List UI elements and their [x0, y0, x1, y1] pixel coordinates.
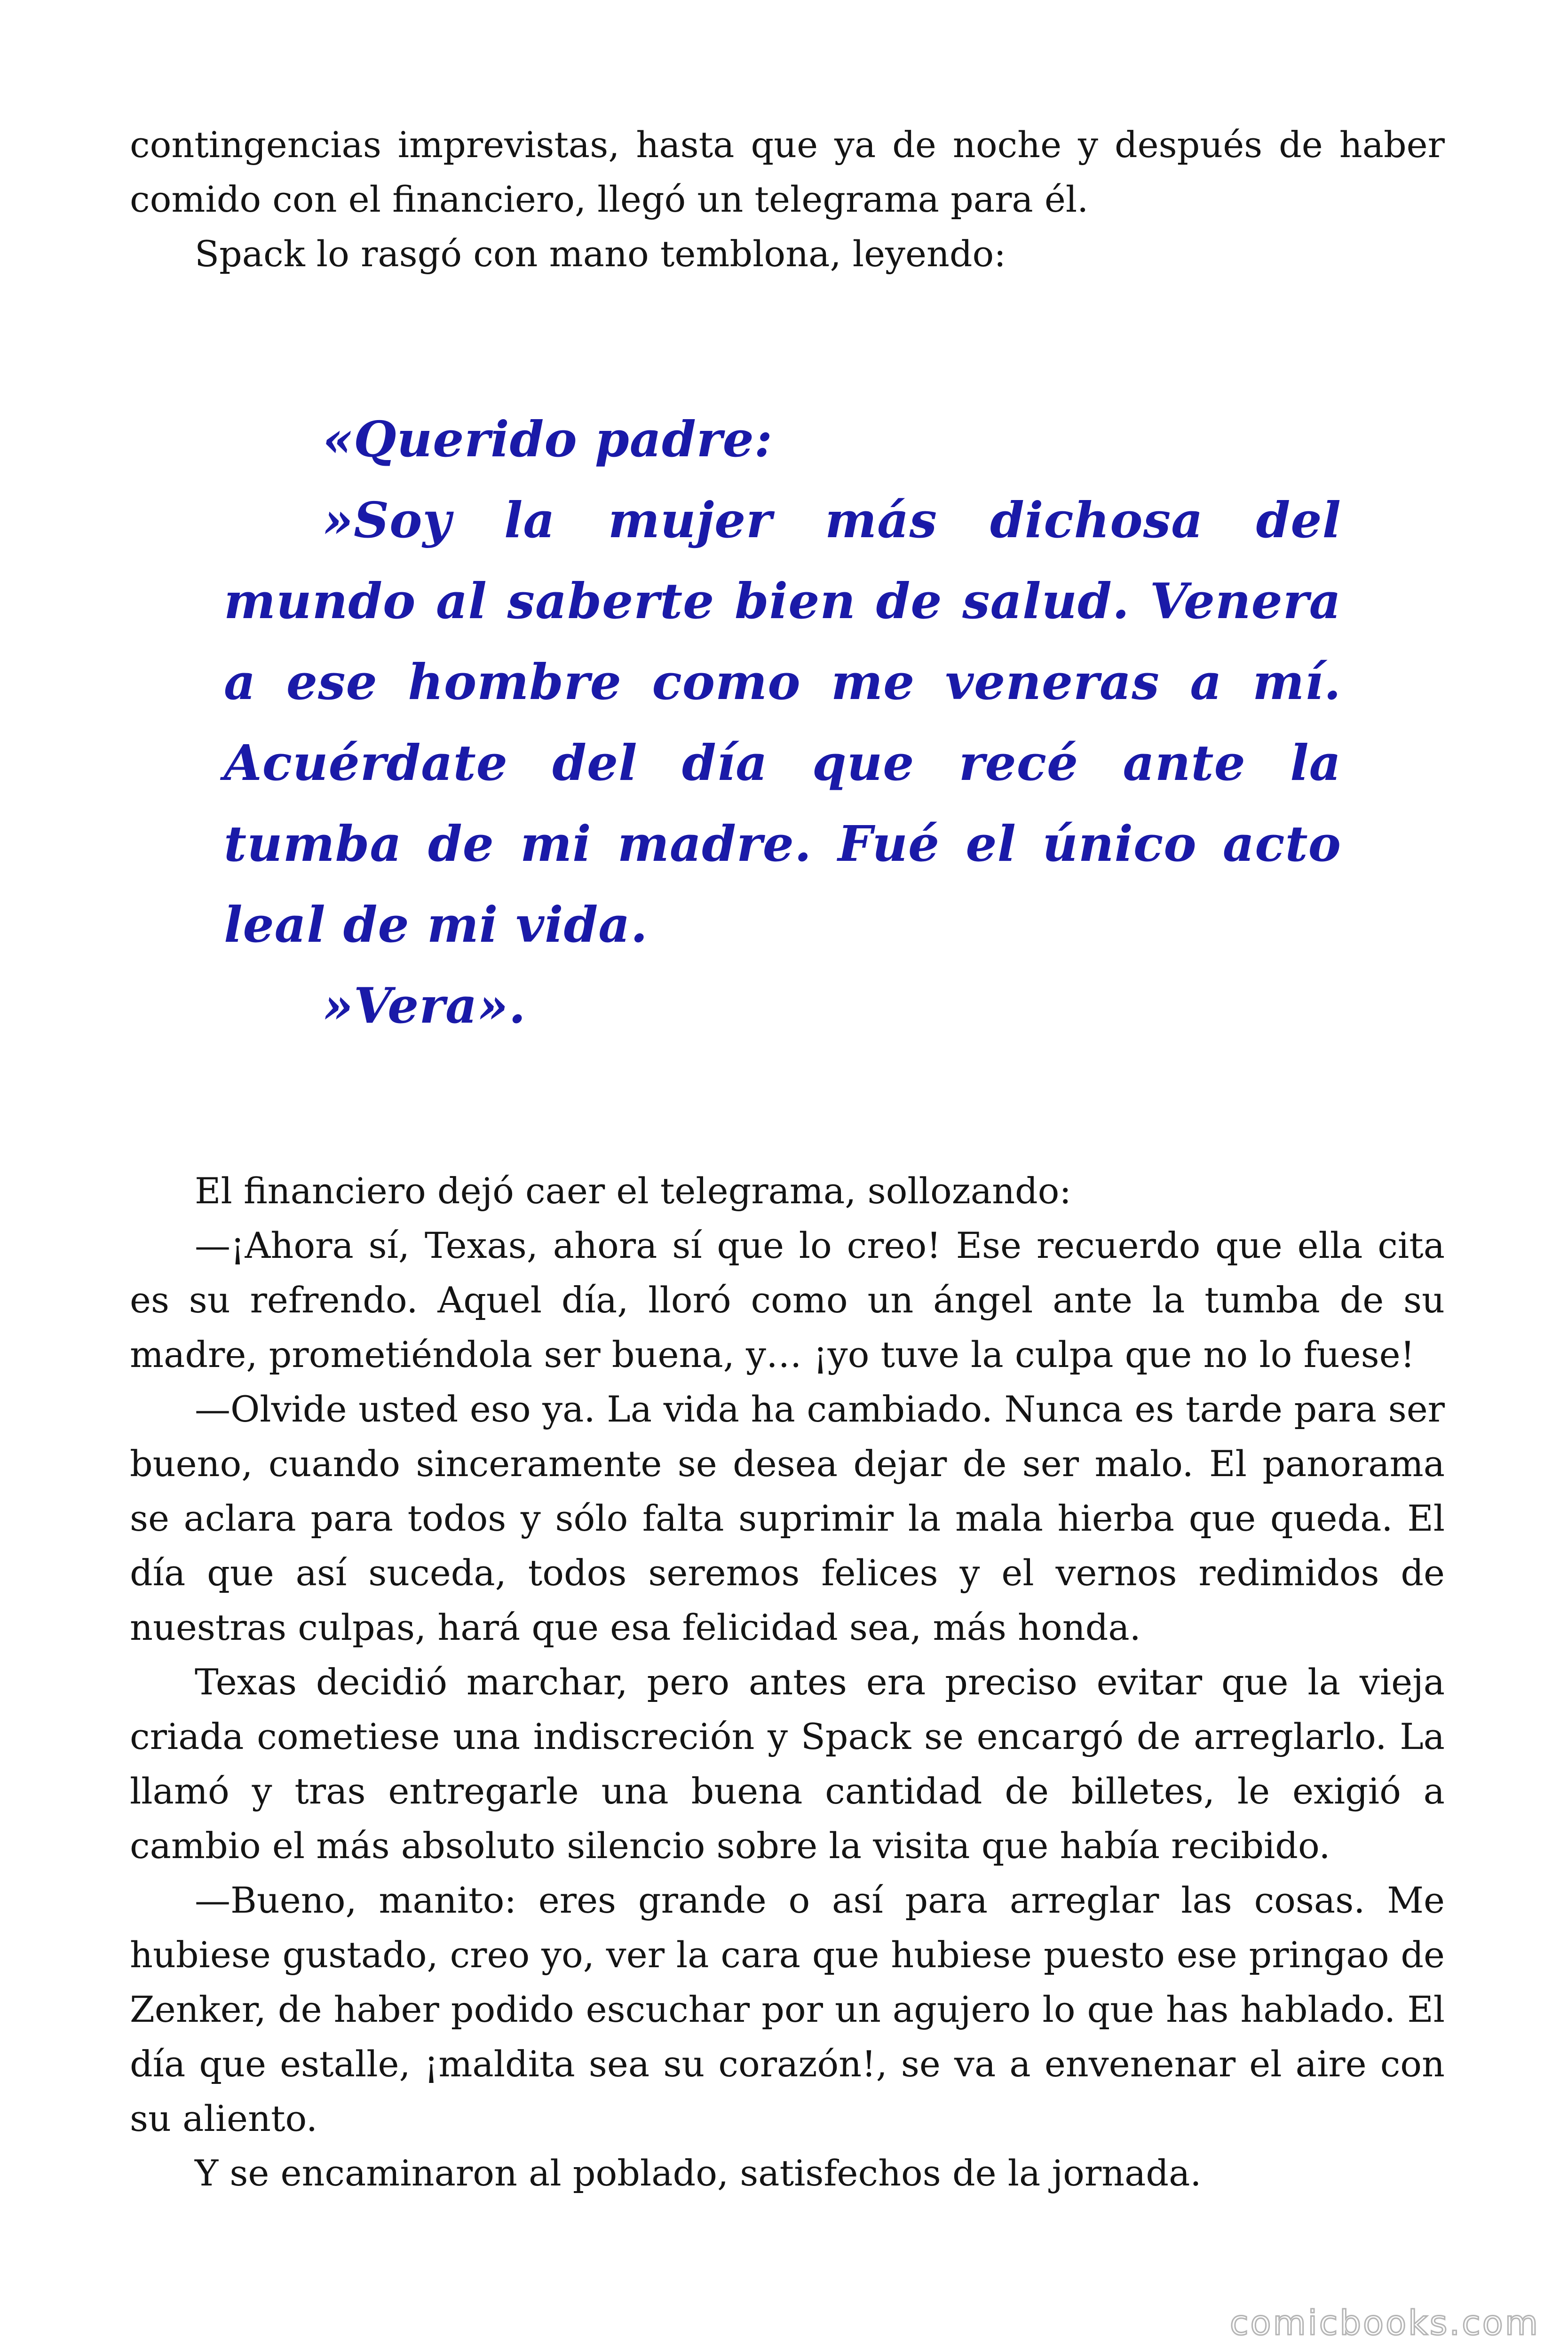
paragraph: —¡Ahora sí, Texas, ahora sí que lo creo! Ese recuerdo que ella cita es su refrendo. Aquel día, lloró como un ángel ante la tumba de su madre, prometiéndola ser buena, y… ¡yo tuve la culpa que no lo fuese!: [130, 1224, 1445, 1375]
telegram-letter: [130, 399, 1445, 1046]
paragraph: Y se encaminaron al poblado, satisfechos de la jornada.: [195, 2152, 1202, 2194]
page-content: [130, 118, 1445, 2201]
paragraph: —Bueno, manito: eres grande o así para arreglar las cosas. Me hubiese gustado, creo yo, ver la cara que hubiese puesto ese pringao de Zenker, de haber podido escuchar por un agujero lo que has hablado. El día que estalle, ¡maldita sea su corazón!, se va a envenenar el aire con su aliento.: [130, 1879, 1445, 2139]
letter-body: »Soy la mujer más dichosa del mundo al saberte bien de salud. Venera a ese hombre como me veneras a mí. Acuérdate del día que recé ante la tumba de mi madre. Fué el único acto leal de mi vida.: [224, 491, 1341, 954]
paragraph: El financiero dejó caer el telegrama, sollozando:: [195, 1170, 1072, 1212]
paragraph-continuation: contingencias imprevistas, hasta que ya de noche y después de haber comido con el financiero, llegó un telegrama para él.: [130, 124, 1445, 220]
paragraph: Texas decidió marchar, pero antes era preciso evitar que la vieja criada cometiese una indiscreción y Spack se encargó de arreglarlo. La llamó y tras entregarle una buena cantidad de billetes, le exigió a cambio el más absoluto silencio sobre la visita que había recibido.: [130, 1661, 1445, 1867]
letter-salutation: «Querido padre:: [323, 410, 773, 468]
paragraph: Spack lo rasgó con mano temblona, leyendo:: [195, 233, 1006, 275]
watermark: comicbooks.com: [1229, 2303, 1540, 2343]
letter-signature: »Vera».: [323, 977, 526, 1034]
paragraph: —Olvide usted eso ya. La vida ha cambiado. Nunca es tarde para ser bueno, cuando sinceramente se desea dejar de ser malo. El panorama se aclara para todos y sólo falta suprimir la mala hierba que queda. El día que así suceda, todos seremos felices y el vernos redimidos de nuestras culpas, hará que esa felicidad sea, más honda.: [130, 1388, 1445, 1648]
